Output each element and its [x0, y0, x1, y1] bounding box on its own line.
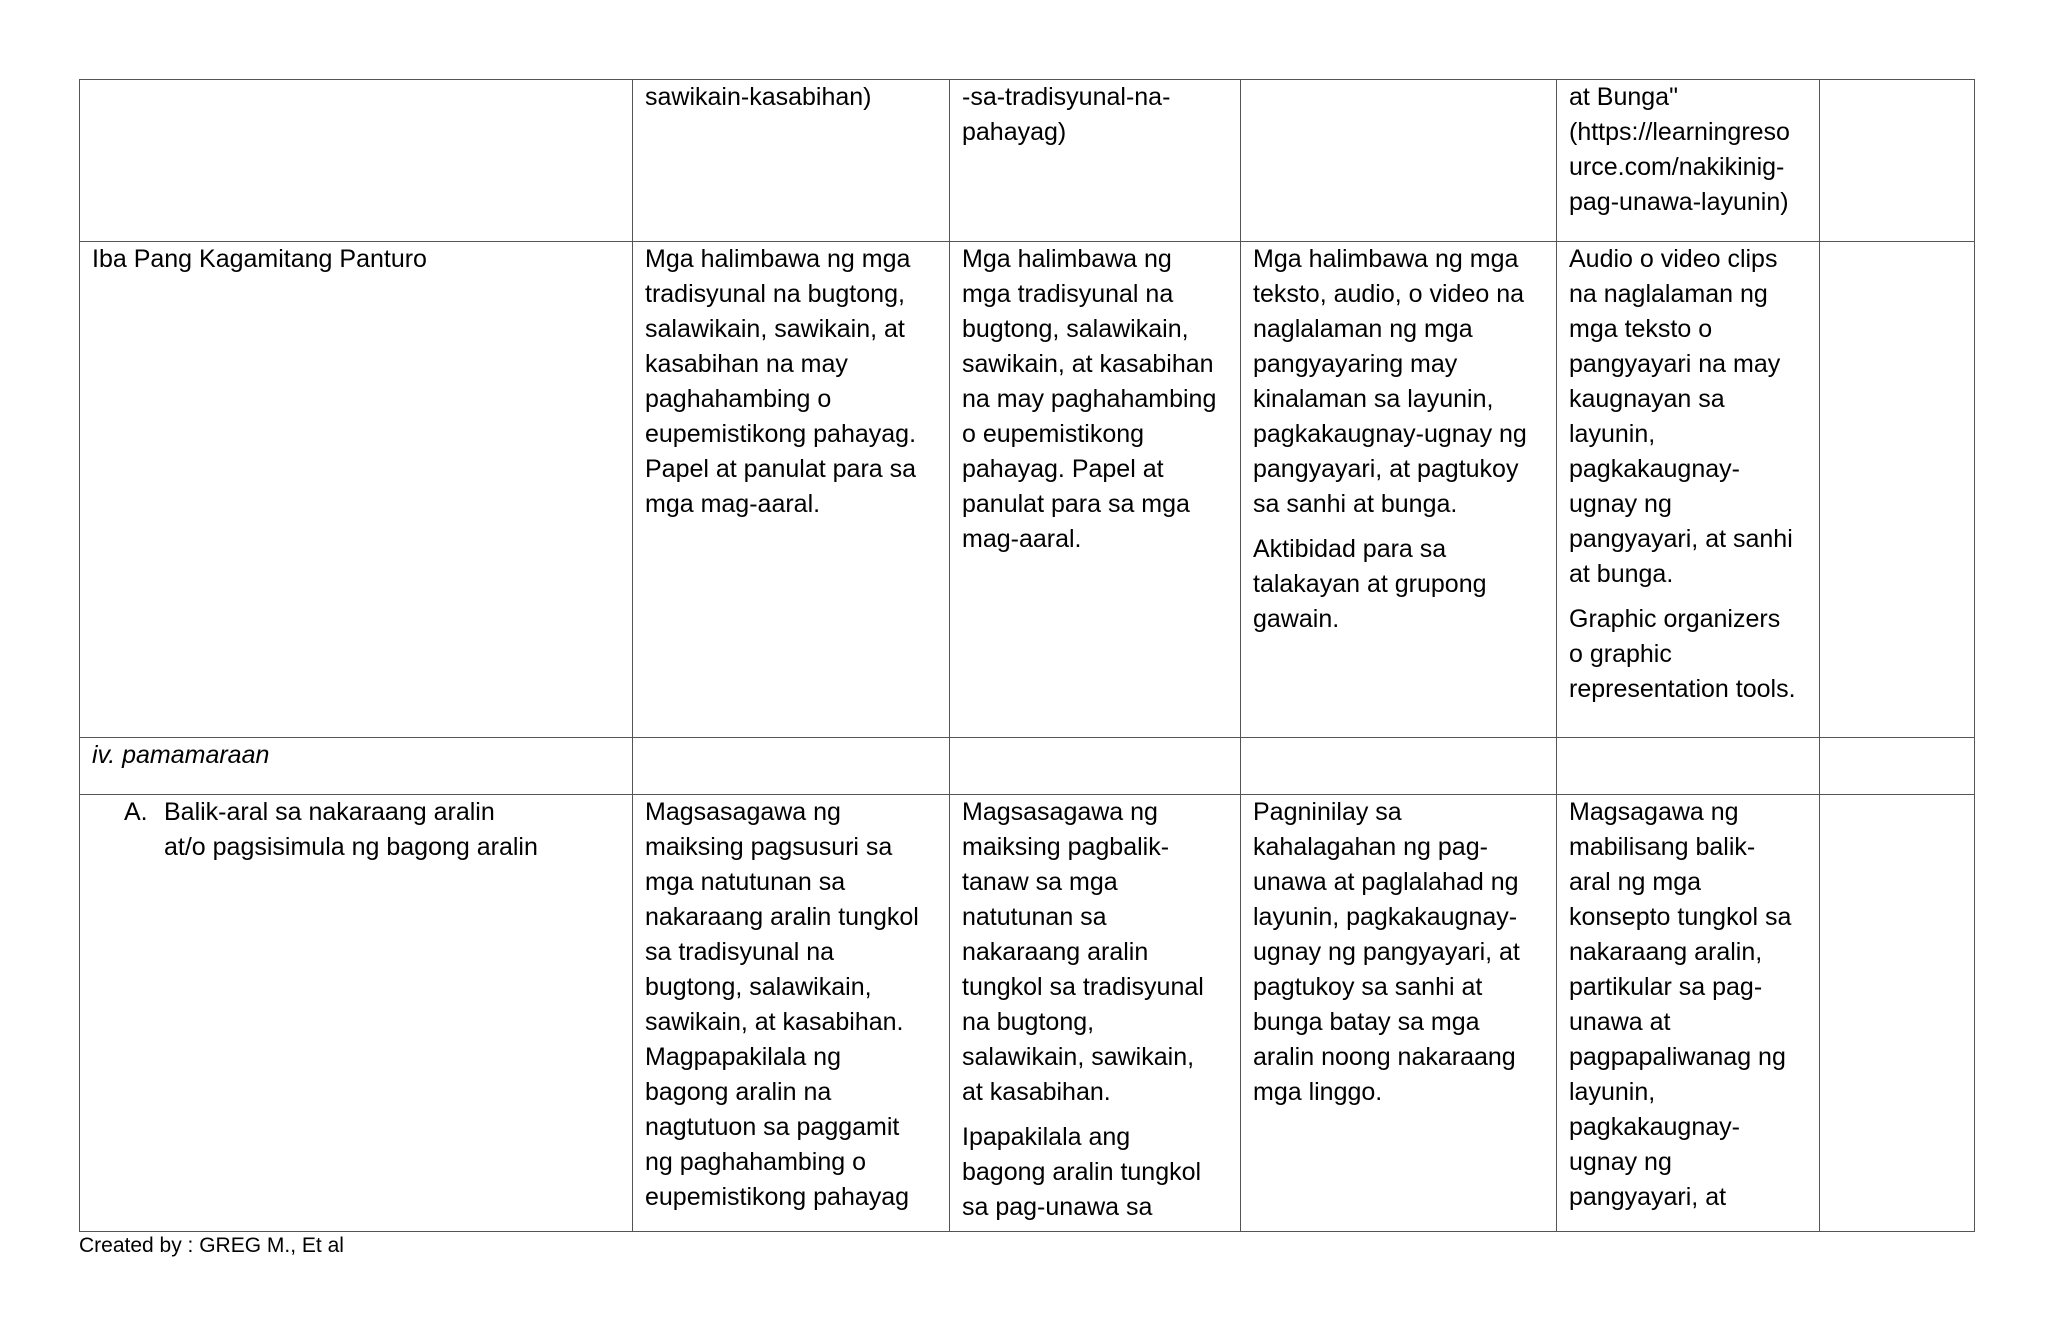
table-cell: [950, 738, 1241, 795]
table-row: [80, 738, 1975, 795]
table-cell: [950, 242, 1241, 738]
table-cell: [1557, 242, 1820, 738]
table-row: [80, 242, 1975, 738]
row-label: Balik-aral sa nakaraang aralin at/o pagsisimula ng bagong aralin: [164, 798, 538, 861]
row-label: Iba Pang Kagamitang Panturo: [92, 245, 427, 273]
table-cell: [1241, 738, 1557, 795]
list-item: [92, 795, 622, 865]
table-cell: [1820, 80, 1975, 242]
section-heading: iv. pamamaraan: [92, 741, 270, 769]
cell-paragraph: Audio o video clips na naglalaman ng mga teksto o pangyayari na may kaugnayan sa layunin, pagkakaugnay- ugnay ng pangyayari, at sanhi at bunga.: [1569, 245, 1793, 588]
cell-paragraph: Magsasagawa ng maiksing pagbalik- tanaw sa mga natutunan sa nakaraang aralin tungkol sa tradisyunal na bugtong, salawikain, sawikain, at kasabihan.: [962, 798, 1204, 1106]
cell-text: -sa-tradisyunal-na- pahayag): [962, 83, 1171, 146]
footer-credit: Created by : GREG M., Et al: [79, 1234, 344, 1257]
table-cell: [1241, 242, 1557, 738]
cell-text: at Bunga" (https://learningreso urce.com/nakikinig- pag-unawa-layunin): [1569, 83, 1790, 216]
cell-paragraph: Aktibidad para sa talakayan at grupong gawain.: [1253, 535, 1487, 633]
table-cell: [1557, 80, 1820, 242]
table-cell: [80, 242, 633, 738]
table-cell: [80, 795, 633, 1232]
cell-text: Magsagawa ng mabilisang balik- aral ng mga konsepto tungkol sa nakaraang aralin, partikular sa pag- unawa at pagpapaliwanag ng layunin, pagkakaugnay- ugnay ng pangyayari, at: [1569, 798, 1792, 1211]
cell-text: Pagninilay sa kahalagahan ng pag- unawa at paglalahad ng layunin, pagkakaugnay- ugnay ng pangyayari, at pagtukoy sa sanhi at bunga batay sa mga aralin noong nakaraang mga linggo.: [1253, 798, 1520, 1106]
table-cell: [950, 80, 1241, 242]
list-marker: A.: [124, 798, 148, 826]
table-cell: [1820, 738, 1975, 795]
table-cell: [1557, 795, 1820, 1232]
cell-paragraph: Mga halimbawa ng mga teksto, audio, o video na naglalaman ng mga pangyayaring may kinalaman sa layunin, pagkakaugnay-ugnay ng pangyayari, at pagtukoy sa sanhi at bunga.: [1253, 245, 1527, 518]
table-row: [80, 795, 1975, 1232]
table-cell: [80, 738, 633, 795]
table-cell: [633, 80, 950, 242]
table-cell: [1241, 795, 1557, 1232]
cell-paragraph: Ipapakilala ang bagong aralin tungkol sa pag-unawa sa: [962, 1123, 1202, 1221]
cell-paragraph: Graphic organizers o graphic representation tools.: [1569, 605, 1796, 703]
table-cell: [1557, 738, 1820, 795]
table-cell: [950, 795, 1241, 1232]
cell-text: Mga halimbawa ng mga tradisyunal na bugtong, salawikain, sawikain, at kasabihan na may paghahambing o eupemistikong pahayag. Papel at panulat para sa mga mag-aaral.: [962, 245, 1217, 553]
cell-text: sawikain-kasabihan): [645, 83, 872, 111]
table-cell: [1820, 242, 1975, 738]
table-cell: [80, 80, 633, 242]
table-cell: [633, 795, 950, 1232]
lesson-plan-table: [79, 79, 1975, 1232]
table-row: [80, 80, 1975, 242]
table-cell: [1820, 795, 1975, 1232]
table-cell: [633, 738, 950, 795]
table-cell: [633, 242, 950, 738]
cell-text: Mga halimbawa ng mga tradisyunal na bugtong, salawikain, sawikain, at kasabihan na may paghahambing o eupemistikong pahayag. Papel at panulat para sa mga mag-aaral.: [645, 245, 917, 518]
table-cell: [1241, 80, 1557, 242]
cell-text: Magsasagawa ng maiksing pagsusuri sa mga natutunan sa nakaraang aralin tungkol sa tradisyunal na bugtong, salawikain, sawikain, at kasabihan. Magpapakilala ng bagong aralin na nagtutuon sa paggamit ng paghahambing o eupemistikong pahayag: [645, 798, 919, 1211]
